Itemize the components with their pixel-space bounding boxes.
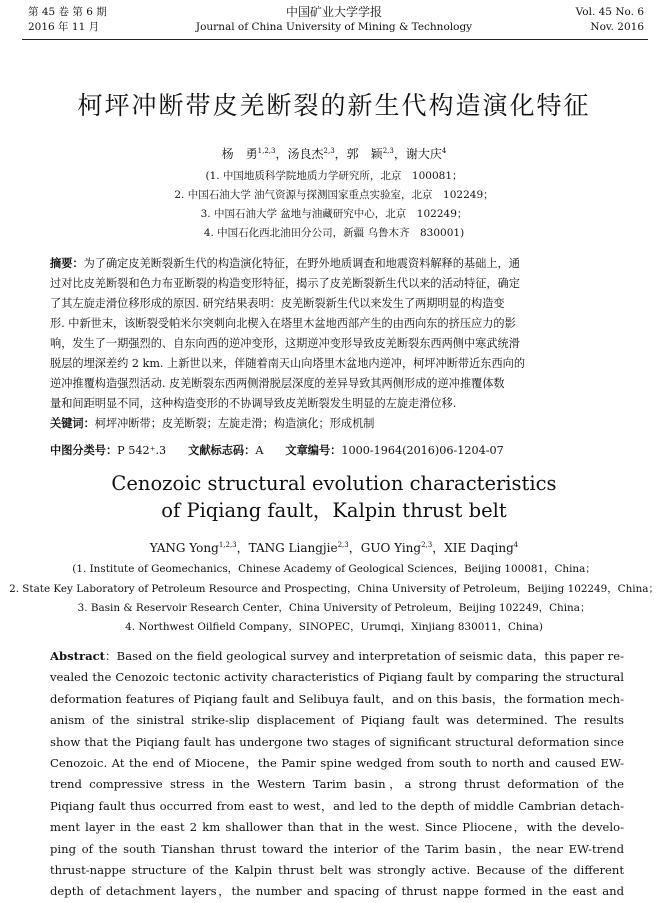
affiliation-cn-4: 4. 中国石化西北油田分公司，新疆 乌鲁木齐 830001) (203, 227, 465, 239)
clc-label: 中图分类号： (50, 444, 118, 457)
abstract-en-line: trend compressive stress in the Western Tarim basin，a strong thrust deformation of the (50, 777, 624, 792)
running-header (0, 5, 668, 39)
author-2-cn: 汤良杰 (287, 147, 324, 161)
abstract-en-line: vealed the Cenozoic tectonic activity characteristics of Piqiang fault by comparing the structural (50, 670, 624, 685)
author-3-sup: 2,3 (382, 147, 394, 155)
author-sep: ， (432, 541, 445, 555)
clc-value: P 542⁺.3 (117, 444, 167, 457)
title-en (0, 470, 668, 524)
author-1-cn: 杨 勇 (221, 147, 258, 161)
author-sep: ， (334, 147, 347, 161)
author-sep: ， (393, 147, 406, 161)
title-cn: 柯坪冲断带皮羌断裂的新生代构造演化特征 (77, 91, 591, 120)
affiliation-cn-1: (1. 中国地质科学院地质力学研究所，北京 100081； (205, 170, 463, 182)
authors-cn (0, 145, 668, 162)
title-en-line-1: Cenozoic structural evolution characteristics (111, 472, 557, 495)
header-right (576, 5, 644, 35)
journal-name-cn: 中国矿业大学学报 (285, 5, 382, 19)
abstract-cn-line: 量和间距明显不同，这种构造变形的不协调导致皮羌断裂发生明显的左旋走滑位移. (50, 397, 457, 410)
article-id-value: 1000-1964(2016)06-1204-07 (341, 444, 504, 457)
abstract-en-line: ment layer in the east 2 km shallower than that in the west. Since Pliocene，with the develo- (50, 820, 624, 835)
author-3-en-sup: 2,3 (421, 541, 433, 549)
abstract-en-line: show that the Piqiang fault has undergone two stages of significant structural deformation since (50, 734, 624, 749)
keywords-cn-label: 关键词： (50, 417, 95, 430)
journal-name-en: Journal of China University of Mining & Technology (195, 21, 473, 33)
keywords-cn-text: 柯坪冲断带；皮羌断裂；左旋走滑；构造演化；形成机制 (94, 417, 375, 430)
header-center (0, 5, 668, 35)
doc-code-value: A (255, 444, 264, 457)
author-4-en-sup: 4 (513, 541, 519, 549)
abstract-en-line: depth of detachment layers，the number and spacing of thrust nappe formed in the east and (50, 884, 624, 899)
affiliation-cn-3: 3. 中国石油大学 盆地与油藏研究中心，北京 102249； (200, 208, 468, 220)
abstract-en-line: deformation features of Piqiang fault and Selibuya fault，and on this basis，the formation mech- (50, 691, 624, 706)
author-sep: ， (236, 541, 249, 555)
header-divider (22, 39, 648, 40)
authors-en (0, 539, 668, 556)
author-sep: ， (348, 541, 361, 555)
date-en: Nov. 2016 (590, 21, 644, 33)
abstract-en-line: Cenozoic. At the end of Miocene，the Pamir spine wedged from south to north and caused EW- (50, 756, 624, 771)
affiliation-en-4: 4. Northwest Oilfield Company，SINOPEC，Urumqi，Xinjiang 830011，China) (125, 621, 543, 633)
author-1-sup: 1,2,3 (257, 147, 276, 155)
affiliation-en-2: 2. State Key Laboratory of Petroleum Resource and Prospecting，China University of Petroleum，Beijing 102249，China； (9, 583, 659, 595)
abstract-cn-line: 为了确定皮羌断裂新生代的构造演化特征，在野外地质调查和地震资料解释的基础上，通 (83, 257, 520, 270)
date-cn: 2016 年 11 月 (28, 21, 100, 33)
volume-issue-en: Vol. 45 No. 6 (575, 6, 644, 18)
abstract-en-line: anism of the sinistral strike-slip displacement of Piqiang fault was determined. The results (50, 713, 624, 728)
affiliation-en-3: 3. Basin & Reservoir Research Center，China University of Petroleum，Beijing 102249，China； (77, 602, 591, 614)
author-2-en-sup: 2,3 (337, 541, 349, 549)
abstract-en-colon: ： (105, 649, 117, 663)
article-id-label: 文章编号： (285, 444, 342, 457)
abstract-en-text: Based on the field geological survey and interpretation of seismic data，this paper re- (116, 649, 624, 663)
abstract-cn-label: 摘要： (50, 257, 84, 270)
abstract-cn-line: 响，发生了一期强烈的、自东向西的逆冲变形，这期逆冲变形导致皮羌断裂东西两侧中寒武统滑 (50, 337, 520, 350)
abstract-cn-line: 逆冲推覆构造强烈活动. 皮羌断裂东西两侧滑脱层深度的差异导致其两侧形成的逆冲推覆体数 (50, 377, 505, 390)
abstract-cn-line: 了其左旋走滑位移形成的原因. 研究结果表明：皮羌断裂新生代以来发生了两期明显的构造变 (50, 297, 505, 310)
abstract-en-line: Piqiang fault thus occurred from east to west，and led to the depth of middle Cambrian detach- (50, 798, 624, 813)
volume-issue-cn: 第 45 卷 第 6 期 (28, 6, 107, 18)
abstract-en-label: Abstract (50, 649, 106, 663)
abstract-en-line: thrust-nappe structure of the Kalpin thrust belt was strongly active. Because of the different (50, 863, 624, 878)
affiliation-cn-2: 2. 中国石油大学 油气资源与探测国家重点实验室，北京 102249； (174, 189, 494, 201)
title-en-line-2: of Piqiang fault，Kalpin thrust belt (161, 499, 507, 522)
abstract-cn (50, 254, 624, 434)
abstract-en (50, 646, 624, 903)
author-4-en: XIE Daqing (444, 541, 514, 555)
author-3-en: GUO Ying (360, 541, 422, 555)
author-1-en-sup: 1,2,3 (218, 541, 237, 549)
abstract-en-line: ping of the south Tianshan thrust toward the interior of the Tarim basin，the near EW-trend (50, 841, 624, 856)
author-2-sup: 2,3 (323, 147, 335, 155)
author-2-en: TANG Liangjie (248, 541, 338, 555)
classification-line (50, 442, 630, 458)
author-4-sup: 4 (441, 147, 447, 155)
affiliation-en-1: (1. Institute of Geomechanics，Chinese Academy of Geological Sciences，Beijing 100081，China； (72, 563, 596, 575)
author-1-en: YANG Yong (149, 541, 219, 555)
author-4-cn: 谢大庆 (405, 147, 442, 161)
doc-code-label: 文献标志码： (188, 444, 256, 457)
abstract-cn-line: 过对比皮羌断裂和色力布亚断裂的构造变形特征，揭示了皮羌断裂新生代以来的活动特征，确定 (50, 277, 520, 290)
abstract-cn-line: 脱层的埋深差约 2 km. 上新世以来，伴随着南天山向塔里木盆地内逆冲，柯坪冲断带近东西向的 (50, 357, 526, 370)
author-3-cn: 郭 颖 (346, 147, 383, 161)
keywords-cn (50, 414, 624, 434)
abstract-cn-line: 形. 中新世末，该断裂受帕米尔突刺向北楔入在塔里木盆地西部产生的由西向东的挤压应力的影 (50, 317, 516, 330)
author-sep: ， (275, 147, 288, 161)
abstract-en-line (50, 646, 624, 667)
